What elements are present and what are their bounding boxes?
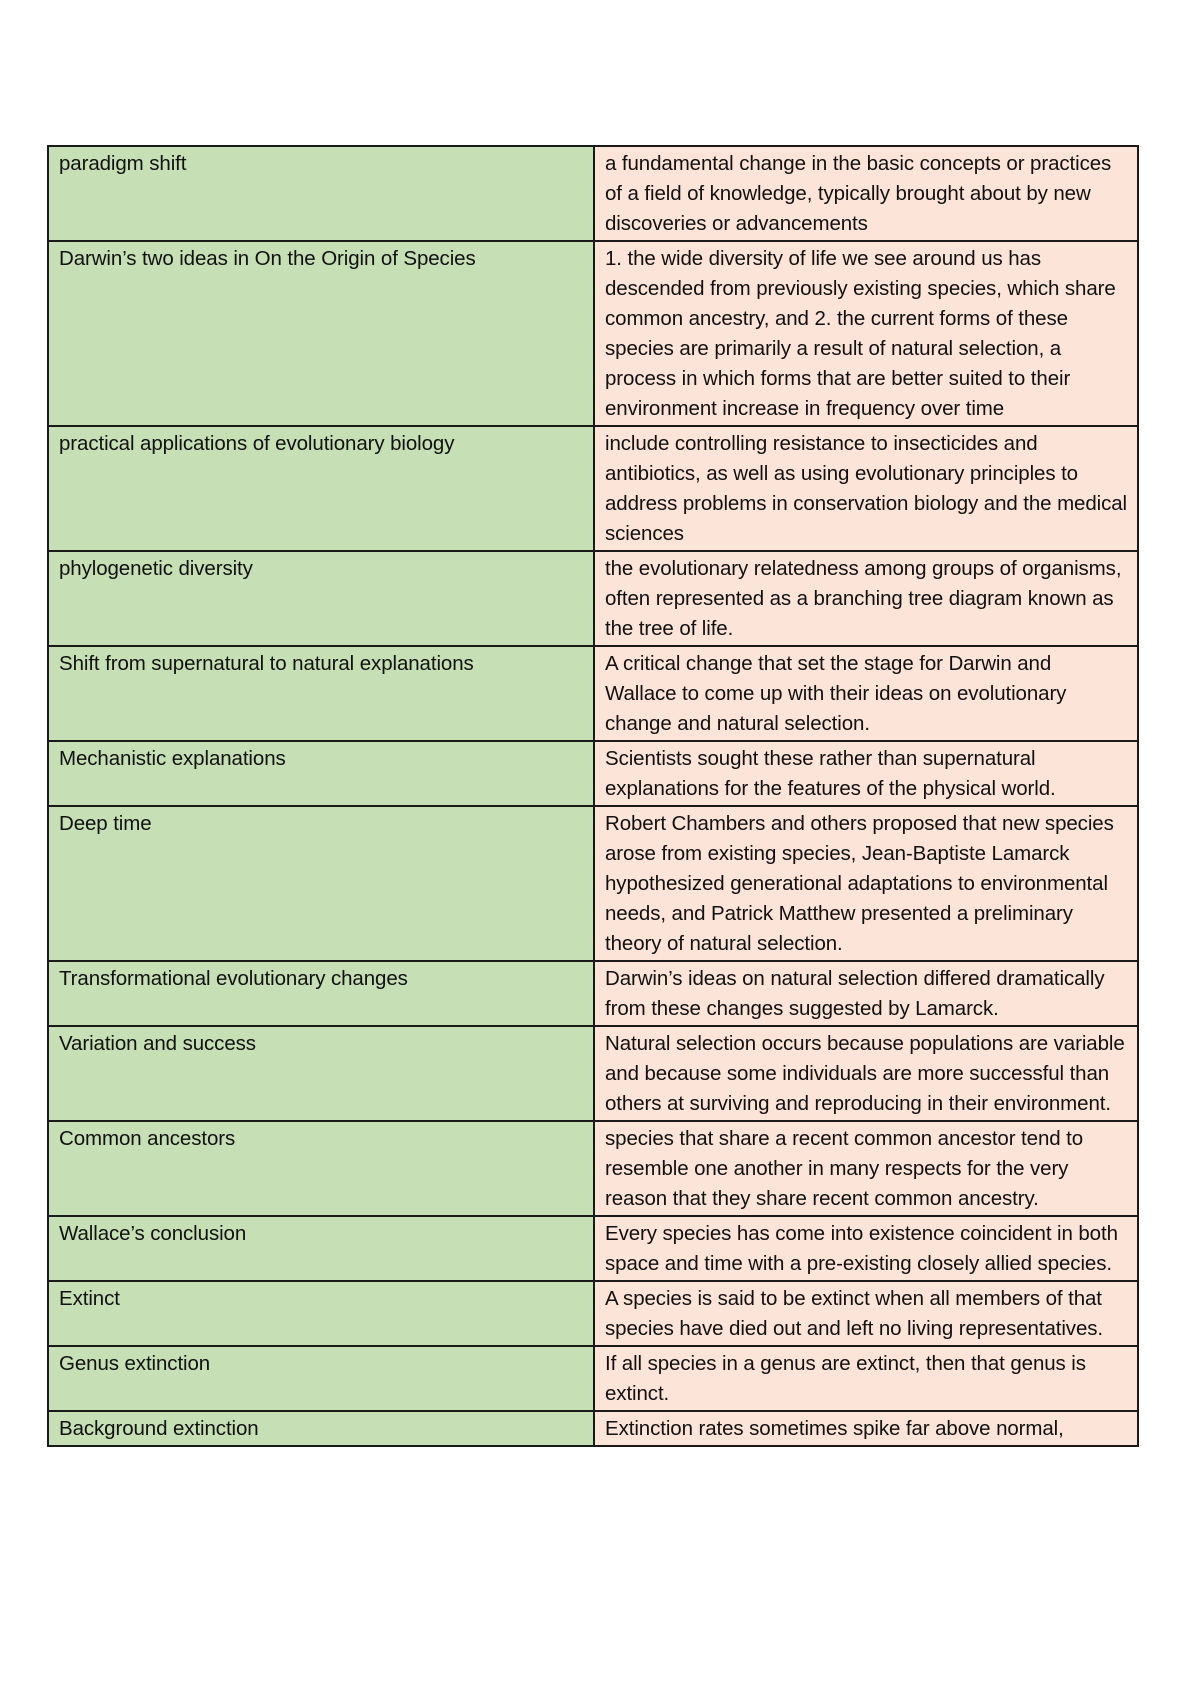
term-cell: Wallace’s conclusion [48,1216,594,1281]
definition-cell: A species is said to be extinct when all members of that species have died out and left no living representatives. [594,1281,1138,1346]
table-row [48,551,1138,646]
definition-cell: Robert Chambers and others proposed that new species arose from existing species, Jean-Baptiste Lamarck hypothesized generational adaptations to environmental needs, and Patrick Matthew presented a preliminary theory of natural selection. [594,806,1138,961]
glossary-table [47,145,1139,1447]
term-cell: Deep time [48,806,594,961]
table-row [48,741,1138,806]
table-row [48,646,1138,741]
term-cell: Shift from supernatural to natural explanations [48,646,594,741]
table-row [48,961,1138,1026]
term-cell: Genus extinction [48,1346,594,1411]
table-row [48,1281,1138,1346]
term-cell: Background extinction [48,1411,594,1446]
definition-cell: Darwin’s ideas on natural selection differed dramatically from these changes suggested by Lamarck. [594,961,1138,1026]
glossary-table-body [48,146,1138,1446]
term-cell: practical applications of evolutionary biology [48,426,594,551]
table-row [48,241,1138,426]
table-row [48,1026,1138,1121]
term-cell: phylogenetic diversity [48,551,594,646]
definition-cell: species that share a recent common ancestor tend to resemble one another in many respects for the very reason that they share recent common ancestry. [594,1121,1138,1216]
definition-cell: 1. the wide diversity of life we see around us has descended from previously existing species, which share common ancestry, and 2. the current forms of these species are primarily a result of natural selection, a process in which forms that are better suited to their environment increase in frequency over time [594,241,1138,426]
term-cell: Variation and success [48,1026,594,1121]
definition-cell: A critical change that set the stage for Darwin and Wallace to come up with their ideas on evolutionary change and natural selection. [594,646,1138,741]
table-row [48,1121,1138,1216]
term-cell: Mechanistic explanations [48,741,594,806]
definition-cell: Scientists sought these rather than supernatural explanations for the features of the physical world. [594,741,1138,806]
definition-cell: include controlling resistance to insecticides and antibiotics, as well as using evolutionary principles to address problems in conservation biology and the medical sciences [594,426,1138,551]
table-row [48,1216,1138,1281]
definition-cell: a fundamental change in the basic concepts or practices of a field of knowledge, typically brought about by new discoveries or advancements [594,146,1138,241]
table-row [48,1346,1138,1411]
term-cell: paradigm shift [48,146,594,241]
definition-cell: If all species in a genus are extinct, then that genus is extinct. [594,1346,1138,1411]
term-cell: Extinct [48,1281,594,1346]
term-cell: Darwin’s two ideas in On the Origin of Species [48,241,594,426]
definition-cell: the evolutionary relatedness among groups of organisms, often represented as a branching tree diagram known as the tree of life. [594,551,1138,646]
definition-cell: Extinction rates sometimes spike far above normal, [594,1411,1138,1446]
definition-cell: Natural selection occurs because populations are variable and because some individuals are more successful than others at surviving and reproducing in their environment. [594,1026,1138,1121]
term-cell: Transformational evolutionary changes [48,961,594,1026]
definition-cell: Every species has come into existence coincident in both space and time with a pre-existing closely allied species. [594,1216,1138,1281]
table-row [48,146,1138,241]
term-cell: Common ancestors [48,1121,594,1216]
table-row [48,806,1138,961]
table-row [48,1411,1138,1446]
table-row [48,426,1138,551]
